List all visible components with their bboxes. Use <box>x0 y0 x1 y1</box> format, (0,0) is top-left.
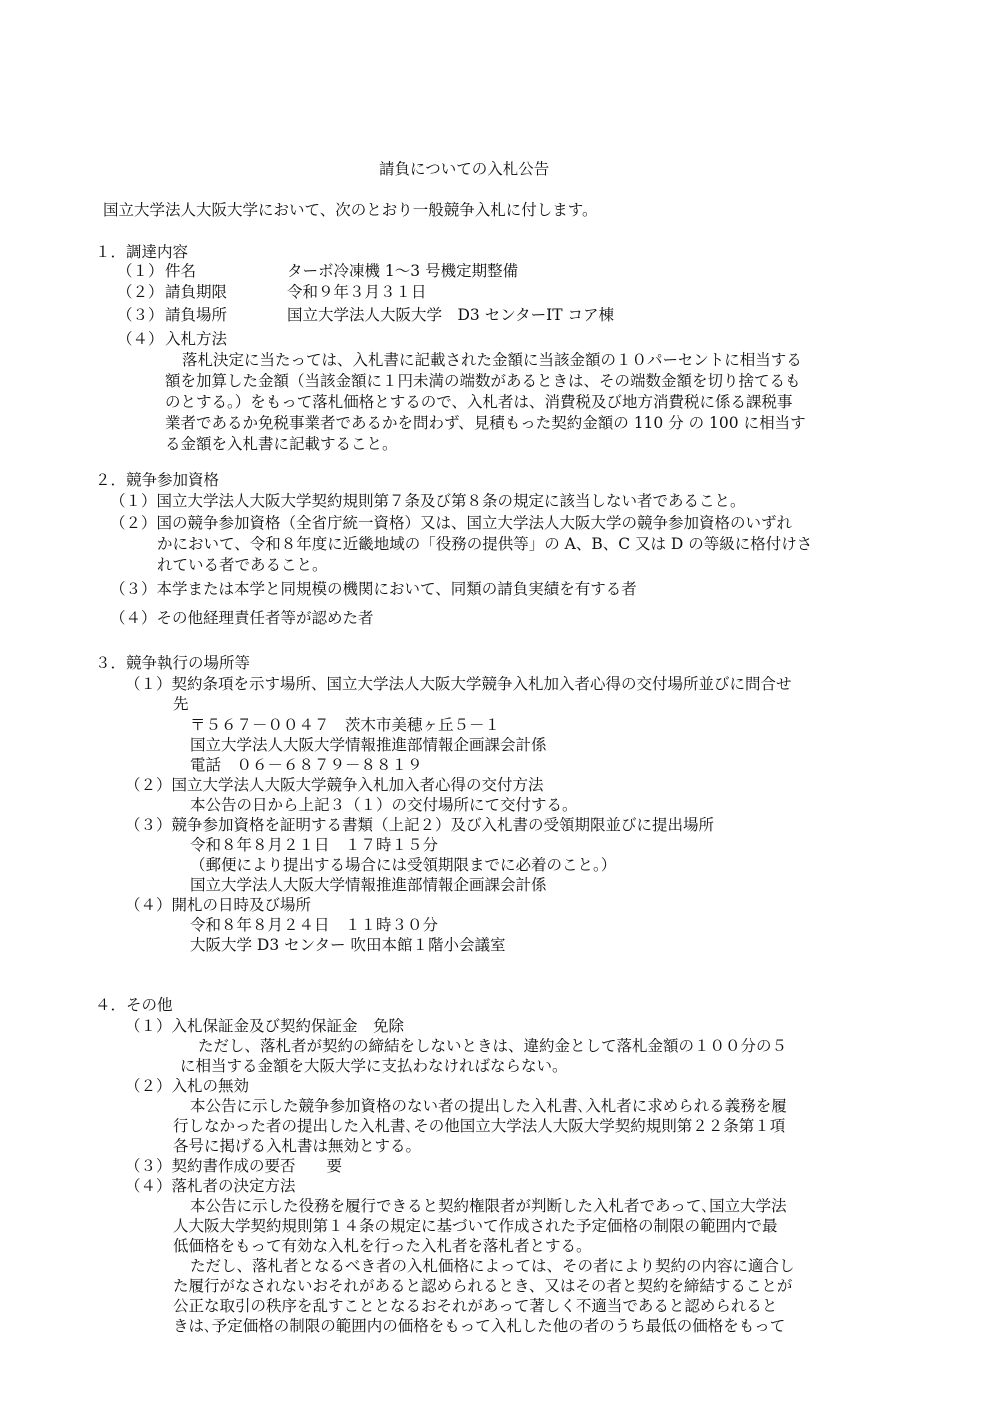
s1-item-3-value: 国立大学法人大阪大学 D3 センターIT コア棟 <box>287 306 614 324</box>
s1-bid-method-line-3: のとする。）をもって落札価格とするので、入札者は、消費税及び地方消費税に係る課税事 <box>165 393 793 411</box>
s2-item-2-line-3: れている者であること。 <box>157 556 328 574</box>
s1-bid-method-line-2: 額を加算した金額（当該金額に１円未満の端数があるときは、その端数金額を切り捨てるも <box>165 372 801 390</box>
s1-item-2-value: 令和９年３月３１日 <box>287 283 427 301</box>
s2-item-4: （４）その他経理責任者等が認めた者 <box>110 609 374 627</box>
s4-item-3: （３）契約書作成の要否 要 <box>125 1157 343 1175</box>
s3-item-2-line-1: （２）国立大学法人大阪大学競争入札加入者心得の交付方法 <box>125 776 544 794</box>
s3-item-3-line-1: （３）競争参加資格を証明する書類（上記２）及び入札書の受領期限並びに提出場所 <box>125 816 715 834</box>
s1-item-1-value: ターボ冷凍機 1～3 号機定期整備 <box>287 262 519 280</box>
s1-item-4-label: 入札方法 <box>165 330 228 348</box>
s4-item-4-line-4: 低価格をもって有効な入札を行った入札者を落札者とする。 <box>173 1237 592 1255</box>
s3-item-2-line-2: 本公告の日から上記３（１）の交付場所にて交付する。 <box>190 796 578 814</box>
s3-item-3-note: （郵便により提出する場合には受領期限までに必着のこと。） <box>190 856 617 874</box>
s4-item-4-line-3: 人大阪大学契約規則第１４条の規定に基づいて作成された予定価格の制限の範囲内で最 <box>173 1217 778 1235</box>
s2-item-1: （１）国立大学法人大阪大学契約規則第７条及び第８条の規定に該当しない者であること。 <box>110 492 746 510</box>
s1-item-2-number: （２） <box>117 283 164 301</box>
s3-phone: 電話 ０６－６８７９－８８１９ <box>190 756 423 774</box>
document-title: 請負についての入札公告 <box>379 160 550 178</box>
s4-item-1-line-3: に相当する金額を大阪大学に支払わなければならない。 <box>180 1057 568 1075</box>
intro-text: 国立大学法人大阪大学において、次のとおり一般競争入札に付します。 <box>103 201 598 219</box>
s3-postal-address: 〒５６７－００４７ 茨木市美穂ヶ丘５－１ <box>190 716 501 734</box>
s4-item-4-line-2: 本公告に示した役務を履行できると契約権限者が判断した入札者であって､国立大学法 <box>190 1197 787 1215</box>
s1-item-2-label: 請負期限 <box>165 283 228 301</box>
s3-item-3-deadline: 令和８年８月２１日 １７時１５分 <box>190 836 439 854</box>
s1-item-4-number: （４） <box>117 330 164 348</box>
section-1-heading: １．調達内容 <box>95 243 189 261</box>
s1-bid-method-line-1: 落札決定に当たっては、入札書に記載された金額に当該金額の１０パーセントに相当する <box>182 351 802 369</box>
s4-item-1-line-1: （１）入札保証金及び契約保証金 免除 <box>125 1017 405 1035</box>
s1-item-3-label: 請負場所 <box>165 306 228 324</box>
s3-item-4-datetime: 令和８年８月２４日 １１時３０分 <box>190 916 439 934</box>
section-4-heading: ４．その他 <box>95 996 173 1014</box>
s3-item-1-line-1: （１）契約条項を示す場所、国立大学法人大阪大学競争入札加入者心得の交付場所並びに問合せ <box>125 675 792 693</box>
s1-item-1-number: （１） <box>117 262 164 280</box>
s3-item-4-line-1: （４）開札の日時及び場所 <box>125 896 312 914</box>
s3-item-4-place: 大阪大学 D3 センター 吹田本館１階小会議室 <box>190 936 506 954</box>
s2-item-2-line-1: （２）国の競争参加資格（全省庁統一資格）又は、国立大学法人大阪大学の競争参加資格のいずれ <box>110 514 793 532</box>
s4-item-1-line-2: ただし、落札者が契約の締結をしないときは、違約金として落札金額の１００分の５ <box>198 1037 788 1055</box>
s4-item-2-line-1: （２）入札の無効 <box>125 1077 250 1095</box>
s3-item-3-office: 国立大学法人大阪大学情報推進部情報企画課会計係 <box>190 876 547 894</box>
section-3-heading: ３．競争執行の場所等 <box>95 654 251 672</box>
s1-item-3-number: （３） <box>117 306 164 324</box>
s1-item-1-label: 件名 <box>165 262 197 280</box>
s3-item-1-line-2: 先 <box>173 695 189 713</box>
s3-contact-office: 国立大学法人大阪大学情報推進部情報企画課会計係 <box>190 736 547 754</box>
s4-item-4-line-6: た履行がなされないおそれがあると認められるとき、又はその者と契約を締結することが <box>173 1277 793 1295</box>
s4-item-4-line-5: ただし、落札者となるべき者の入札価格によっては、その者により契約の内容に適合し <box>190 1257 795 1275</box>
section-2-heading: ２．競争参加資格 <box>95 471 220 489</box>
s4-item-4-line-1: （４）落札者の決定方法 <box>125 1177 296 1195</box>
s4-item-4-line-7: 公正な取引の秩序を乱すこととなるおそれがあって著しく不適当であると認められると <box>173 1297 778 1315</box>
s2-item-3: （３）本学または本学と同規模の機関において、同類の請負実績を有する者 <box>110 580 637 598</box>
s4-item-4-line-8: きは､予定価格の制限の範囲内の価格をもって入札した他の者のうち最低の価格をもって <box>173 1317 786 1335</box>
s4-item-2-line-4: 各号に掲げる入札書は無効とする。 <box>173 1137 422 1155</box>
s2-item-2-line-2: かにおいて、令和８年度に近畿地域の「役務の提供等」の A、B、C 又は D の等級に格付けさ <box>157 535 813 553</box>
s4-item-2-line-3: 行しなかった者の提出した入札書､その他国立大学法人大阪大学契約規則第２２条第１項 <box>173 1117 786 1135</box>
s4-item-2-line-2: 本公告に示した競争参加資格のない者の提出した入札書､入札者に求められる義務を履 <box>190 1097 787 1115</box>
s1-bid-method-line-5: る金額を入札書に記載すること。 <box>165 435 398 453</box>
s1-bid-method-line-4: 業者であるか免税事業者であるかを問わず、見積もった契約金額の 110 分 の 100 に相当す <box>165 414 806 432</box>
